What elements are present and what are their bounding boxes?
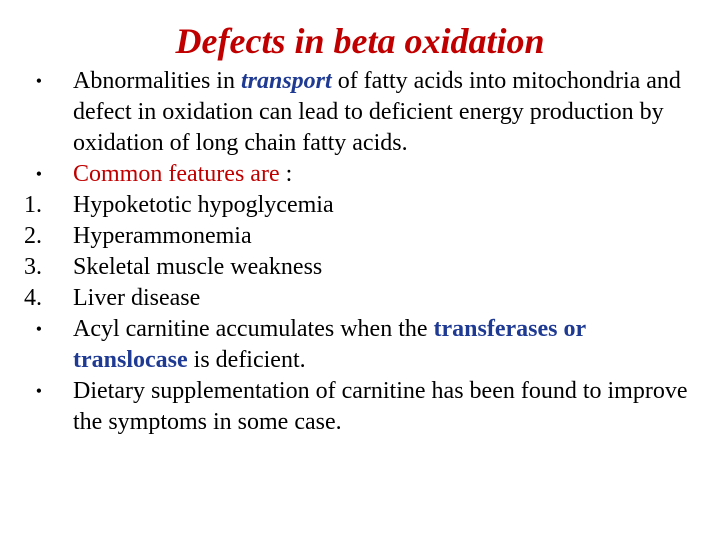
list-item bbox=[0, 314, 720, 376]
list-item bbox=[0, 376, 720, 438]
text-segment: Acyl carnitine accumulates when the bbox=[73, 316, 434, 342]
emphasis-transport: transport bbox=[240, 68, 332, 94]
item-text: Hyperammonemia bbox=[73, 223, 252, 249]
list-item bbox=[0, 66, 720, 159]
item-text: Liver disease bbox=[73, 285, 201, 311]
number-marker: 1. bbox=[24, 192, 42, 218]
bullet-marker: • bbox=[35, 71, 42, 91]
list-item bbox=[0, 190, 720, 221]
highlight-common-features: Common features are bbox=[73, 161, 280, 187]
bullet-marker: • bbox=[35, 164, 42, 184]
bullet-marker: • bbox=[35, 319, 42, 339]
emphasis-transferases: transferases or translocase bbox=[73, 316, 586, 373]
text-segment: : bbox=[279, 161, 293, 187]
item-text bbox=[73, 66, 703, 159]
text-segment: Abnormalities in bbox=[73, 68, 241, 94]
number-marker: 4. bbox=[24, 285, 42, 311]
text-segment: is deficient. bbox=[187, 347, 306, 373]
list-item bbox=[0, 252, 720, 283]
list-item bbox=[0, 221, 720, 252]
list-item bbox=[0, 159, 720, 190]
item-text: Dietary supplementation of carnitine has been found to improve the symptoms in some case. bbox=[73, 378, 688, 435]
number-marker: 3. bbox=[24, 254, 42, 280]
list-item bbox=[0, 283, 720, 314]
text-segment: of fatty acids into mitochondria and defect in oxidation can lead to deficient energy production by oxidation of long chain fatty acids. bbox=[73, 68, 681, 156]
item-text bbox=[73, 159, 703, 190]
bullet-marker: • bbox=[35, 381, 42, 401]
slide-title: Defects in beta oxidation bbox=[175, 21, 545, 61]
item-text bbox=[73, 314, 703, 376]
number-marker: 2. bbox=[24, 223, 42, 249]
item-text: Hypoketotic hypoglycemia bbox=[73, 192, 334, 218]
content-list bbox=[0, 66, 720, 438]
item-text: Skeletal muscle weakness bbox=[73, 254, 323, 280]
